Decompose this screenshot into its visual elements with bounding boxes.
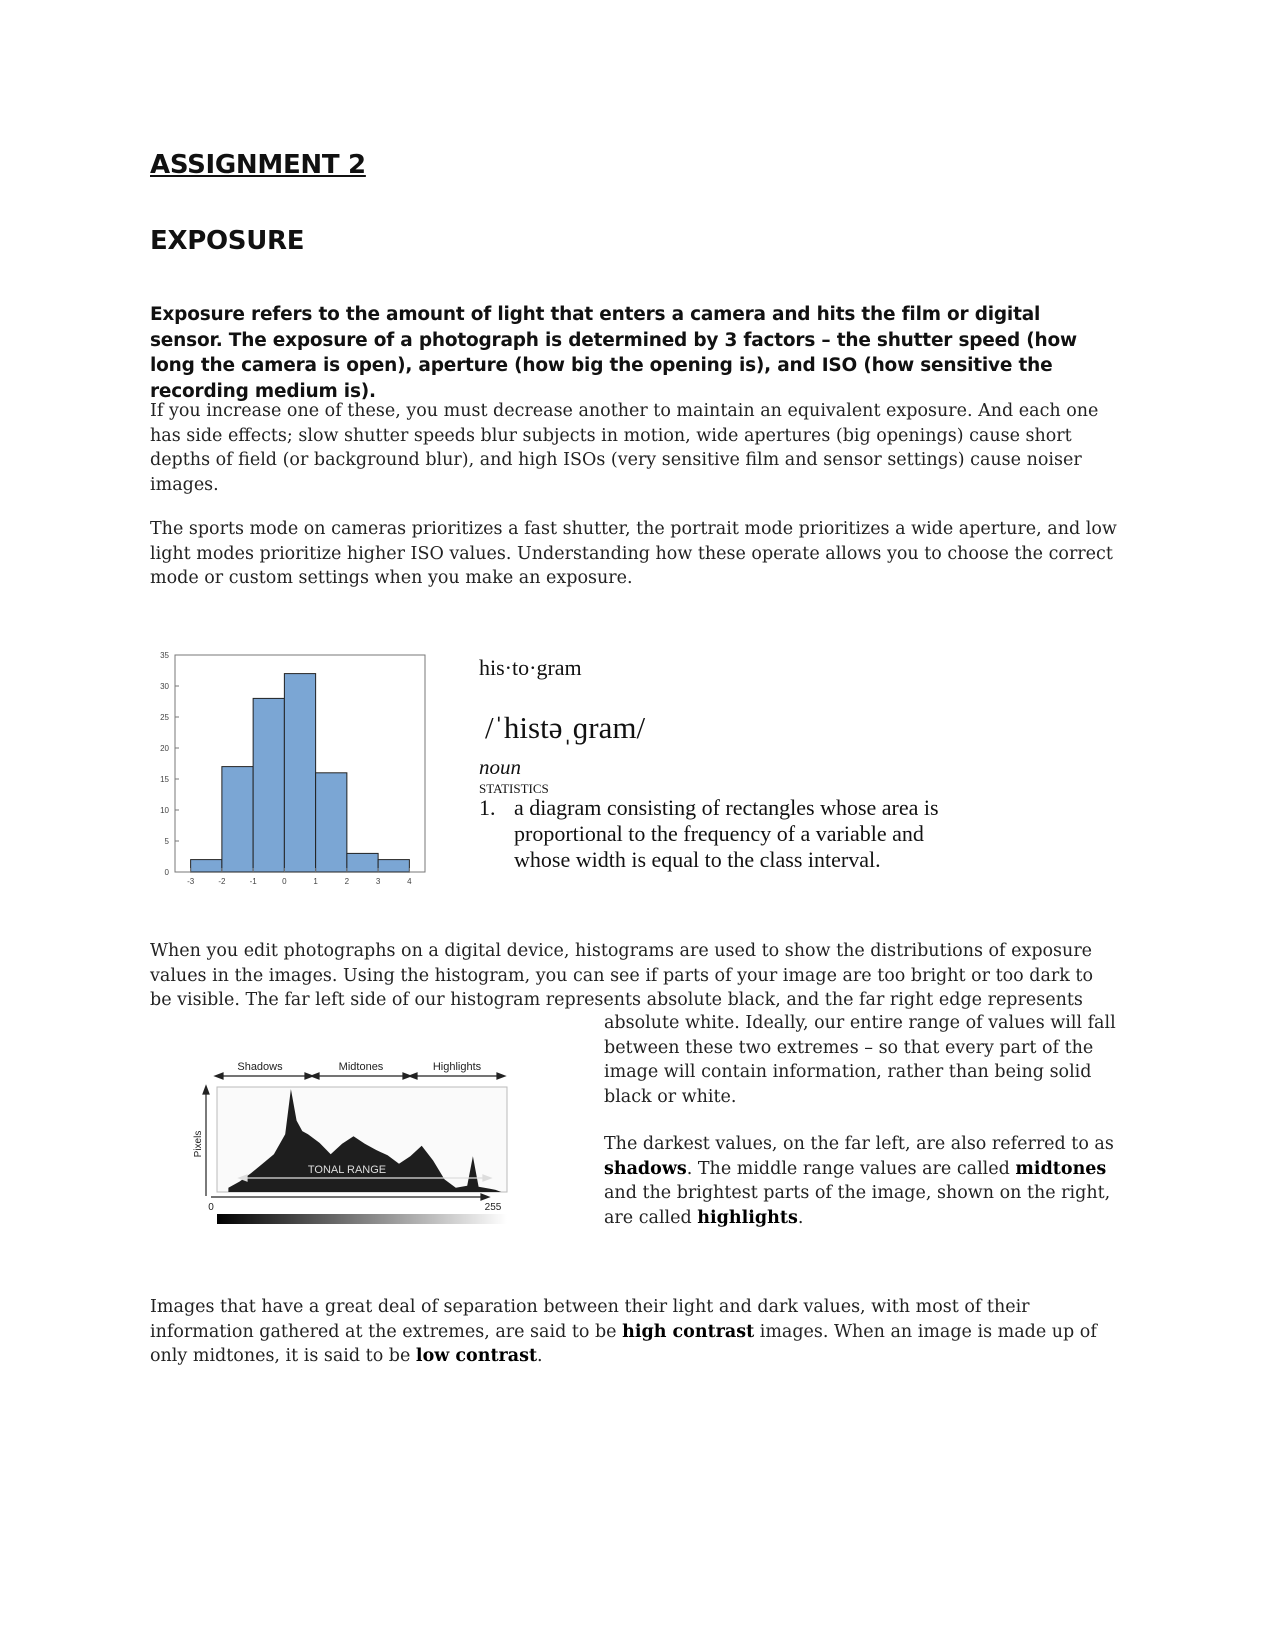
paragraph-tonal-ranges [604, 1132, 1124, 1230]
paragraph-contrast [150, 1295, 1120, 1369]
y-tick-label: 0 [164, 868, 169, 877]
tonal-x-axis [211, 1194, 489, 1200]
shadows-label: Shadows [237, 1061, 283, 1073]
midtones-label: Midtones [338, 1061, 384, 1073]
definition-word: his·to·gram [479, 655, 582, 680]
range-arrows [215, 1073, 505, 1079]
histogram-bar [316, 773, 347, 872]
y-tick-label: 15 [160, 775, 169, 784]
p4-text-c: and the brightest parts of the image, shown on the right, are called [604, 1183, 1111, 1228]
x-tick-label: 1 [313, 877, 318, 886]
definition-part-of-speech: noun [479, 755, 521, 779]
p4-text-b: . The middle range values are called [686, 1158, 1016, 1179]
highlights-label: Highlights [432, 1061, 482, 1073]
paragraph-exposure-tradeoffs: If you increase one of these, you must decrease another to maintain an equivalent exposure. And each one has side effects; slow shutter speeds blur subjects in motion, wide apertures (big openings) cause short depths of field (or background blur), and high ISOs (very sensitive film and sensor settings) cause noiser images. [150, 401, 1099, 495]
page-title: ASSIGNMENT 2 [150, 150, 366, 180]
paragraph-histogram-intro: When you edit photographs on a digital device, histograms are used to show the distributions of exposure values in the images. Using the histogram, you can see if parts of your image are too bright or too dark to be visible. The far left side of our histogram represents absolute black, and the far right edge represents [150, 941, 1093, 1010]
histogram-chart [143, 640, 433, 890]
term-high-contrast: high contrast [622, 1321, 755, 1342]
histogram-bar [378, 860, 409, 872]
term-shadows: shadows [604, 1158, 687, 1179]
y-tick-label: 35 [160, 651, 169, 660]
term-midtones: midtones [1015, 1158, 1107, 1179]
x-tick-label: -1 [249, 877, 257, 886]
x-tick-label: -2 [218, 877, 226, 886]
histogram-bar [347, 853, 378, 872]
tonal-x-max-label: 255 [484, 1202, 502, 1213]
histogram-bar [284, 674, 315, 872]
term-highlights: highlights [697, 1207, 798, 1228]
x-tick-label: 3 [375, 877, 381, 886]
p4-text-d: . [797, 1207, 804, 1228]
y-tick-label: 20 [160, 744, 169, 753]
x-tick-label: 2 [344, 877, 350, 886]
x-tick-label: 0 [282, 877, 287, 886]
pixels-label: Pixels [193, 1130, 204, 1158]
definition-pronunciation: /ˈhistəˌɡram/ [485, 710, 646, 745]
tonal-gradient-bar [217, 1214, 507, 1224]
y-tick-label: 30 [160, 682, 169, 691]
tonal-x-min-label: 0 [208, 1202, 214, 1213]
tonal-range-label: TONAL RANGE [307, 1164, 387, 1176]
p4-text-a: The darkest values, on the far left, are also referred to as [604, 1134, 1114, 1154]
histogram-bar [253, 698, 284, 872]
x-tick-label: 4 [407, 877, 412, 886]
y-tick-label: 10 [160, 806, 169, 815]
histogram-bar [191, 860, 222, 872]
definition-field: STATISTICS [479, 781, 549, 796]
paragraph-histogram-continued: absolute white. Ideally, our entire range of values will fall between these two extremes – so that every part of the image will contain information, rather than being solid black or white. [604, 1013, 1116, 1107]
paragraph-camera-modes: The sports mode on cameras prioritizes a fast shutter, the portrait mode prioritizes a wide aperture, and low light modes prioritize higher ISO values. Understanding how these operate allows you to choose the correct mode or custom settings when you make an exposure. [150, 519, 1117, 588]
x-tick-label: -3 [187, 877, 195, 886]
definition-text: a diagram consisting of rectangles whose area is proportional to the frequency of a variable and whose width is equal to the class interval. [514, 795, 939, 872]
y-tick-label: 5 [164, 837, 169, 846]
p5-text-b: images. When an image is made up of only midtones, it is said to be [150, 1321, 1097, 1366]
p5-text-a: Images that have a great deal of separation between their light and dark values, with most of their information gathered at the extremes, are said to be [150, 1297, 1030, 1342]
tonal-range-diagram [195, 1052, 535, 1237]
section-heading: EXPOSURE [150, 226, 305, 256]
definition-number: 1. [479, 795, 496, 820]
p5-text-c: . [537, 1346, 543, 1366]
term-low-contrast: low contrast [415, 1346, 538, 1366]
histogram-bar [222, 767, 253, 872]
y-tick-label: 25 [160, 713, 169, 722]
intro-paragraph: Exposure refers to the amount of light that enters a camera and hits the film or digital sensor. The exposure of a photograph is determined by 3 factors – the shutter speed (how long the camera is open), aperture (how big the opening is), and ISO (how sensitive the recording medium is). [150, 304, 1077, 402]
